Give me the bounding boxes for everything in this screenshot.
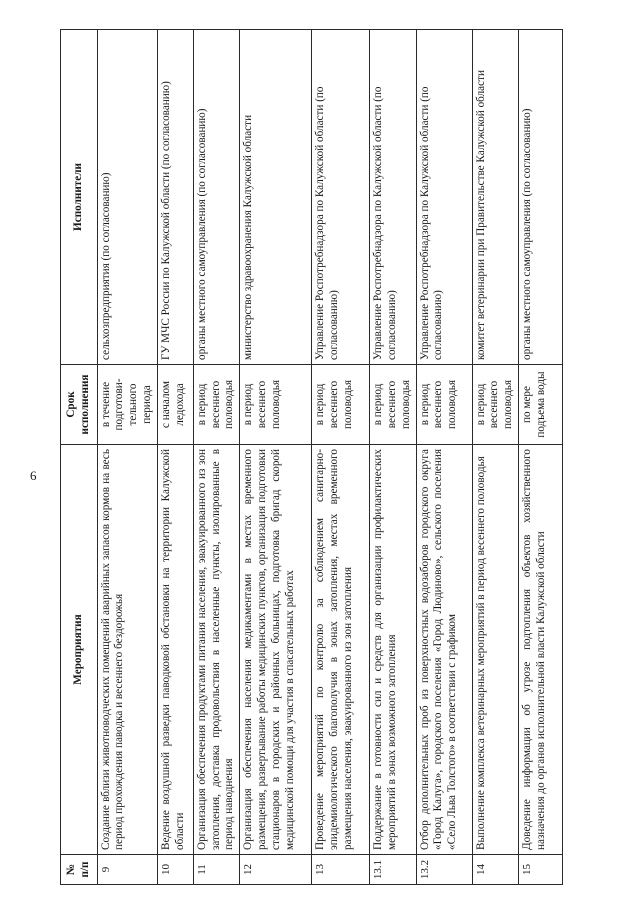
row-num: 9: [97, 855, 157, 885]
header-event: Мероприятия: [61, 445, 98, 855]
header-executors: Исполнители: [61, 30, 98, 365]
rotated-table-container: [60, 30, 560, 885]
row-term: в течение подготови-тельного периода: [97, 365, 157, 445]
row-num: 10: [157, 855, 193, 885]
row-executors: министерство здравоохранения Калужской области: [240, 30, 312, 365]
row-term: в период весеннего половодья: [472, 365, 518, 445]
row-event: Выполнение комплекса ветеринарных мероприятий в период весеннего половодья: [472, 445, 518, 855]
header-term: Срок исполнения: [61, 365, 98, 445]
row-term: в период весеннего половодья: [312, 365, 370, 445]
row-num: 13.1: [370, 855, 416, 885]
row-event: Организация обеспечения населения медикаментами в местах временного размещения, развертывание работы медицинских пунктов, организация подготовки стационаров в городских и районных больницах, подготовка бригад скорой медицинской помощи для участия в спасательных работах: [240, 445, 312, 855]
row-executors: Управление Роспотребнадзора по Калужской области (по согласованию): [312, 30, 370, 365]
table-row: [97, 30, 157, 885]
row-executors: сельхозпредприятия (по согласованию): [97, 30, 157, 365]
row-event: Проведение мероприятий по контролю за соблюдением санитарно-эпидемиологического благополучия в зонах затопления, местах временного размещения населения, эвакуированного из зон затопления: [312, 445, 370, 855]
row-term: по мере подъема воды: [518, 365, 562, 445]
table-row: [472, 30, 518, 885]
row-num: 13: [312, 855, 370, 885]
table-row: [193, 30, 239, 885]
row-event: Отбор дополнительных проб из поверхностных водозаборов городского округа «Город Калуга», городского поселения «Город Людиново», сельского поселения «Село Льва Толстого» в соответствии с графиком: [416, 445, 472, 855]
table-row: [157, 30, 193, 885]
header-num: № п/п: [61, 855, 98, 885]
table-row: [240, 30, 312, 885]
row-num: 15: [518, 855, 562, 885]
row-term: в период весеннего половодья: [370, 365, 416, 445]
row-event: Создание вблизи животноводческих помещений аварийных запасов кормов на весь период прохождения паводка и весеннего бездорожья: [97, 445, 157, 855]
row-term: с началом ледохода: [157, 365, 193, 445]
row-event: Организация обеспечения продуктами питания населения, эвакуированного из зон затопления, доставка продовольствия в населенные пункты, изолированные в период наводнения: [193, 445, 239, 855]
table-row: [370, 30, 416, 885]
row-executors: ГУ МЧС России по Калужской области (по согласованию): [157, 30, 193, 365]
row-executors: комитет ветеринарии при Правительстве Калужской области: [472, 30, 518, 365]
row-term: в период весеннего половодья: [240, 365, 312, 445]
row-executors: органы местного самоуправления (по согласованию): [193, 30, 239, 365]
row-num: 12: [240, 855, 312, 885]
table-row: [416, 30, 472, 885]
row-executors: Управление Роспотребнадзора по Калужской области (по согласованию): [416, 30, 472, 365]
row-event: Поддержание в готовности сил и средств для организации профилактических мероприятий в зонах возможного затопления: [370, 445, 416, 855]
row-event: Ведение воздушной разведки паводковой обстановки на территории Калужской области: [157, 445, 193, 855]
events-table: [60, 29, 563, 885]
row-executors: Управление Роспотребнадзора по Калужской области (по согласованию): [370, 30, 416, 365]
row-num: 13.2: [416, 855, 472, 885]
table-header-row: [61, 30, 98, 885]
row-executors: органы местного самоуправления (по согласованию): [518, 30, 562, 365]
row-term: в период весеннего половодья: [193, 365, 239, 445]
row-term: в период весеннего половодья: [416, 365, 472, 445]
row-num: 14: [472, 855, 518, 885]
row-num: 11: [193, 855, 239, 885]
table-row: [312, 30, 370, 885]
table-row: [518, 30, 562, 885]
page-number: 6: [30, 468, 37, 483]
row-event: Доведение информации об угрозе подтопления объектов хозяйственного назначения до органов исполнительной власти Калужской области: [518, 445, 562, 855]
